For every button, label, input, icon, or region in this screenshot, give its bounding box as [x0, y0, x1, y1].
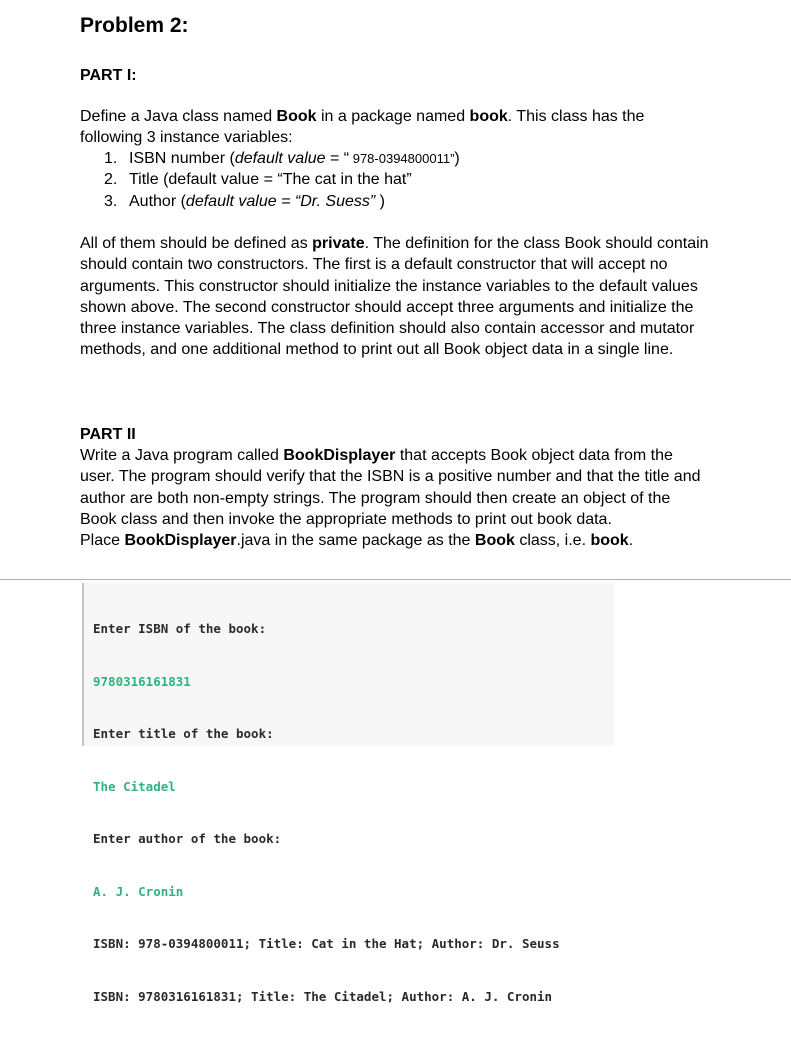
list-text: = “	[325, 150, 350, 167]
body-text: . The definition for the class Book should contain should contain two constructors. The first is a default constructor that will accept no arguments. This constructor should initialize the instance variables to the default values shown above. The second constructor should accept three arguments and initialize the three instance variables. The class definition should also contain accessor and mutator methods, and one additional method to print out all Book object data in a single line.	[80, 235, 709, 359]
console-input-line: The Citadel	[93, 778, 176, 794]
intro-bold-class: Book	[276, 108, 317, 125]
intro-text: in a package named	[316, 108, 470, 125]
intro-bold-package: book	[469, 108, 508, 125]
body-text: .	[628, 532, 634, 550]
part2-heading: PART II	[80, 426, 136, 443]
part2-body	[80, 445, 710, 551]
section-divider	[0, 579, 791, 580]
body-bold-program: BookDisplayer	[124, 532, 237, 550]
console-input-line: 9780316161831	[93, 673, 191, 689]
body-text: Write a Java program called	[80, 447, 284, 464]
instance-variable-list	[80, 148, 460, 212]
list-text: )	[375, 192, 385, 210]
body-bold-private: private	[312, 235, 365, 252]
body-text: All of them should be defined as	[80, 235, 313, 252]
body-text: class, i.e.	[514, 532, 591, 550]
list-text: )	[454, 150, 460, 167]
body-bold-package: book	[590, 532, 629, 550]
problem-title: Problem 2:	[80, 14, 189, 37]
list-text: ISBN number (	[129, 150, 235, 167]
console-prompt-line: Enter author of the book:	[93, 831, 282, 846]
console-input-line: A. J. Cronin	[93, 883, 184, 899]
body-bold-class: Book	[474, 532, 515, 550]
console-output-line: ISBN: 9780316161831; Title: The Citadel; Author: A. J. Cronin	[93, 988, 553, 1004]
intro-text: Define a Java class named	[80, 108, 277, 125]
console-lines	[93, 585, 560, 1040]
body-bold-program: BookDisplayer	[283, 447, 396, 464]
part1-heading: PART I:	[80, 67, 137, 84]
intro-text: . This class has the following 3 instance variables:	[80, 108, 645, 147]
list-text: Author (	[129, 192, 186, 210]
part1-body	[80, 233, 710, 361]
list-italic: default value	[234, 150, 326, 167]
list-item	[80, 148, 460, 169]
list-italic: default value = “Dr. Suess”	[185, 192, 376, 210]
list-number: 3.	[104, 192, 118, 210]
console-prompt-line: Enter title of the book:	[93, 726, 274, 741]
list-number: 1.	[104, 150, 118, 167]
list-number: 2.	[104, 171, 118, 189]
part1-intro	[80, 106, 710, 149]
list-item	[80, 169, 460, 190]
list-text: Title (default value = “The cat in the hat”	[129, 171, 412, 189]
body-text: Place	[80, 532, 125, 550]
body-text: .java in the same package as the	[236, 532, 475, 550]
console-output-line: ISBN: 978-0394800011; Title: Cat in the Hat; Author: Dr. Seuss	[93, 936, 560, 951]
list-value: 978-0394800011”	[349, 151, 455, 166]
list-item	[80, 191, 460, 212]
console-output-screenshot	[82, 583, 614, 1004]
console-prompt-line: Enter ISBN of the book:	[93, 621, 267, 636]
body-text: that accepts Book object data from the user. The program should verify that the ISBN is a positive number and that the title and author are both non-empty strings. The program should then create an object of the Book class and then invoke the appropriate methods to print out book data.	[80, 447, 701, 528]
